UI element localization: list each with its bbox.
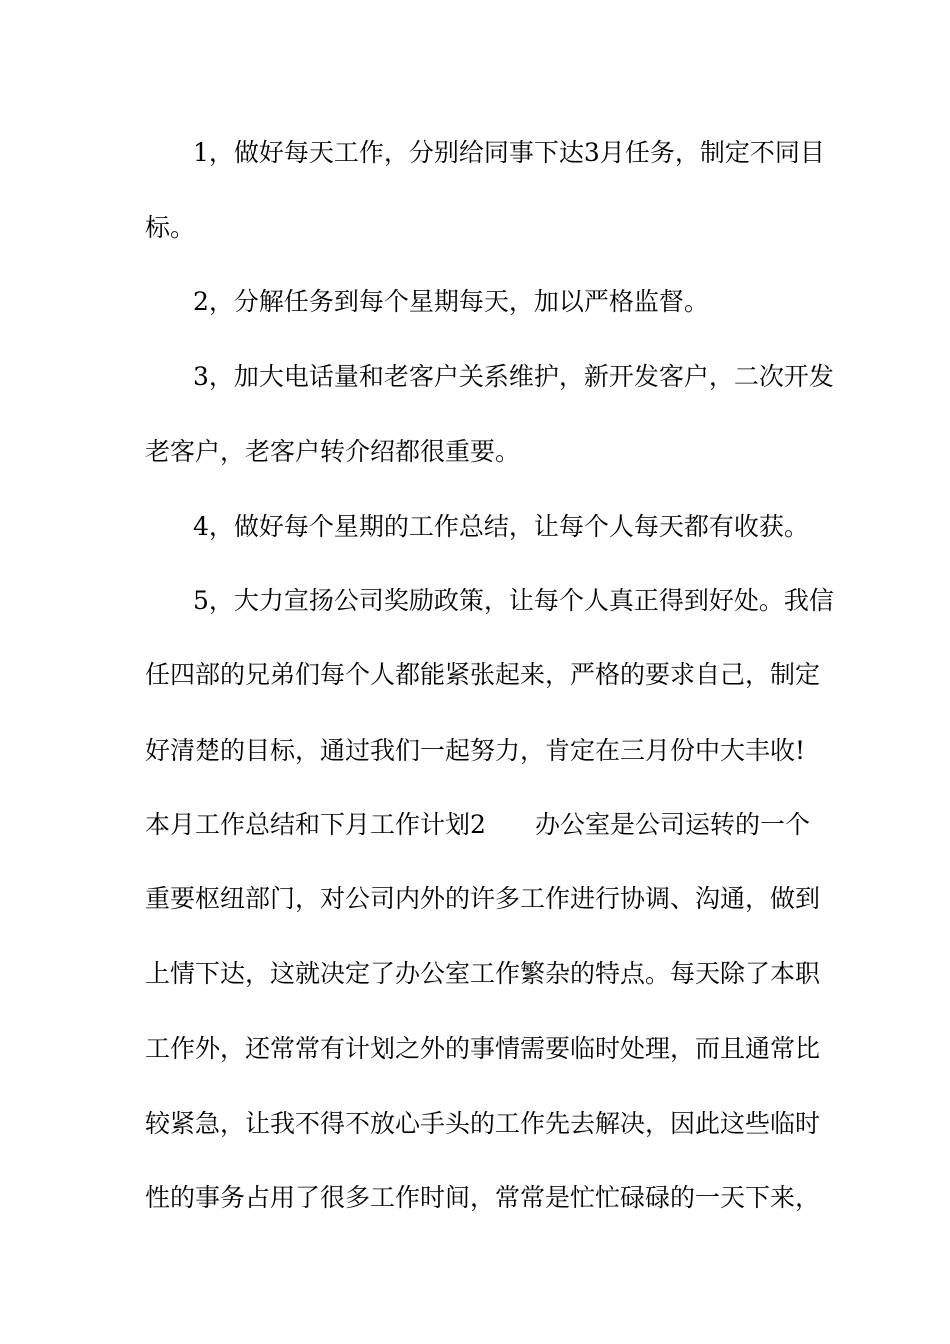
paragraph-line: 较紧急，让我不得不放心手头的工作先去解决，因此这些临时 [145,1109,821,1138]
paragraph-line: 工作外，还常常有计划之外的事情需要临时处理，而且通常比 [145,1034,821,1063]
paragraph-line: 好清楚的目标，通过我们一起努力，肯定在三月份中大丰收! [145,736,806,765]
paragraph-line: 2，分解任务到每个星期每天，加以严格监督。 [193,287,709,316]
section-heading: 本月工作总结和下月工作计划2 [145,810,486,839]
paragraph-line: 办公室是公司运转的一个 [535,810,811,839]
paragraph-line: 标。 [145,213,196,242]
paragraph-line: 上情下达，这就决定了办公室工作繁杂的特点。每天除了本职 [145,959,821,988]
paragraph-line: 4，做好每个星期的工作总结，让每个人每天都有收获。 [193,512,809,541]
section-heading-row [145,805,810,845]
paragraph-line: 重要枢纽部门，对公司内外的许多工作进行协调、沟通，做到 [145,884,821,913]
paragraph-line: 性的事务占用了很多工作时间，常常是忙忙碌碌的一天下来， [145,1183,821,1212]
paragraph-line: 5，大力宣扬公司奖励政策，让每个人真正得到好处。我信 [193,586,834,615]
paragraph-line: 3，加大电话量和老客户关系维护，新开发客户，二次开发 [193,362,834,391]
paragraph-line: 任四部的兄弟们每个人都能紧张起来，严格的要求自己，制定 [145,660,821,689]
paragraph-line: 老客户，老客户转介绍都很重要。 [145,437,521,466]
paragraph-line: 1，做好每天工作，分别给同事下达3月任务，制定不同目 [193,138,825,167]
